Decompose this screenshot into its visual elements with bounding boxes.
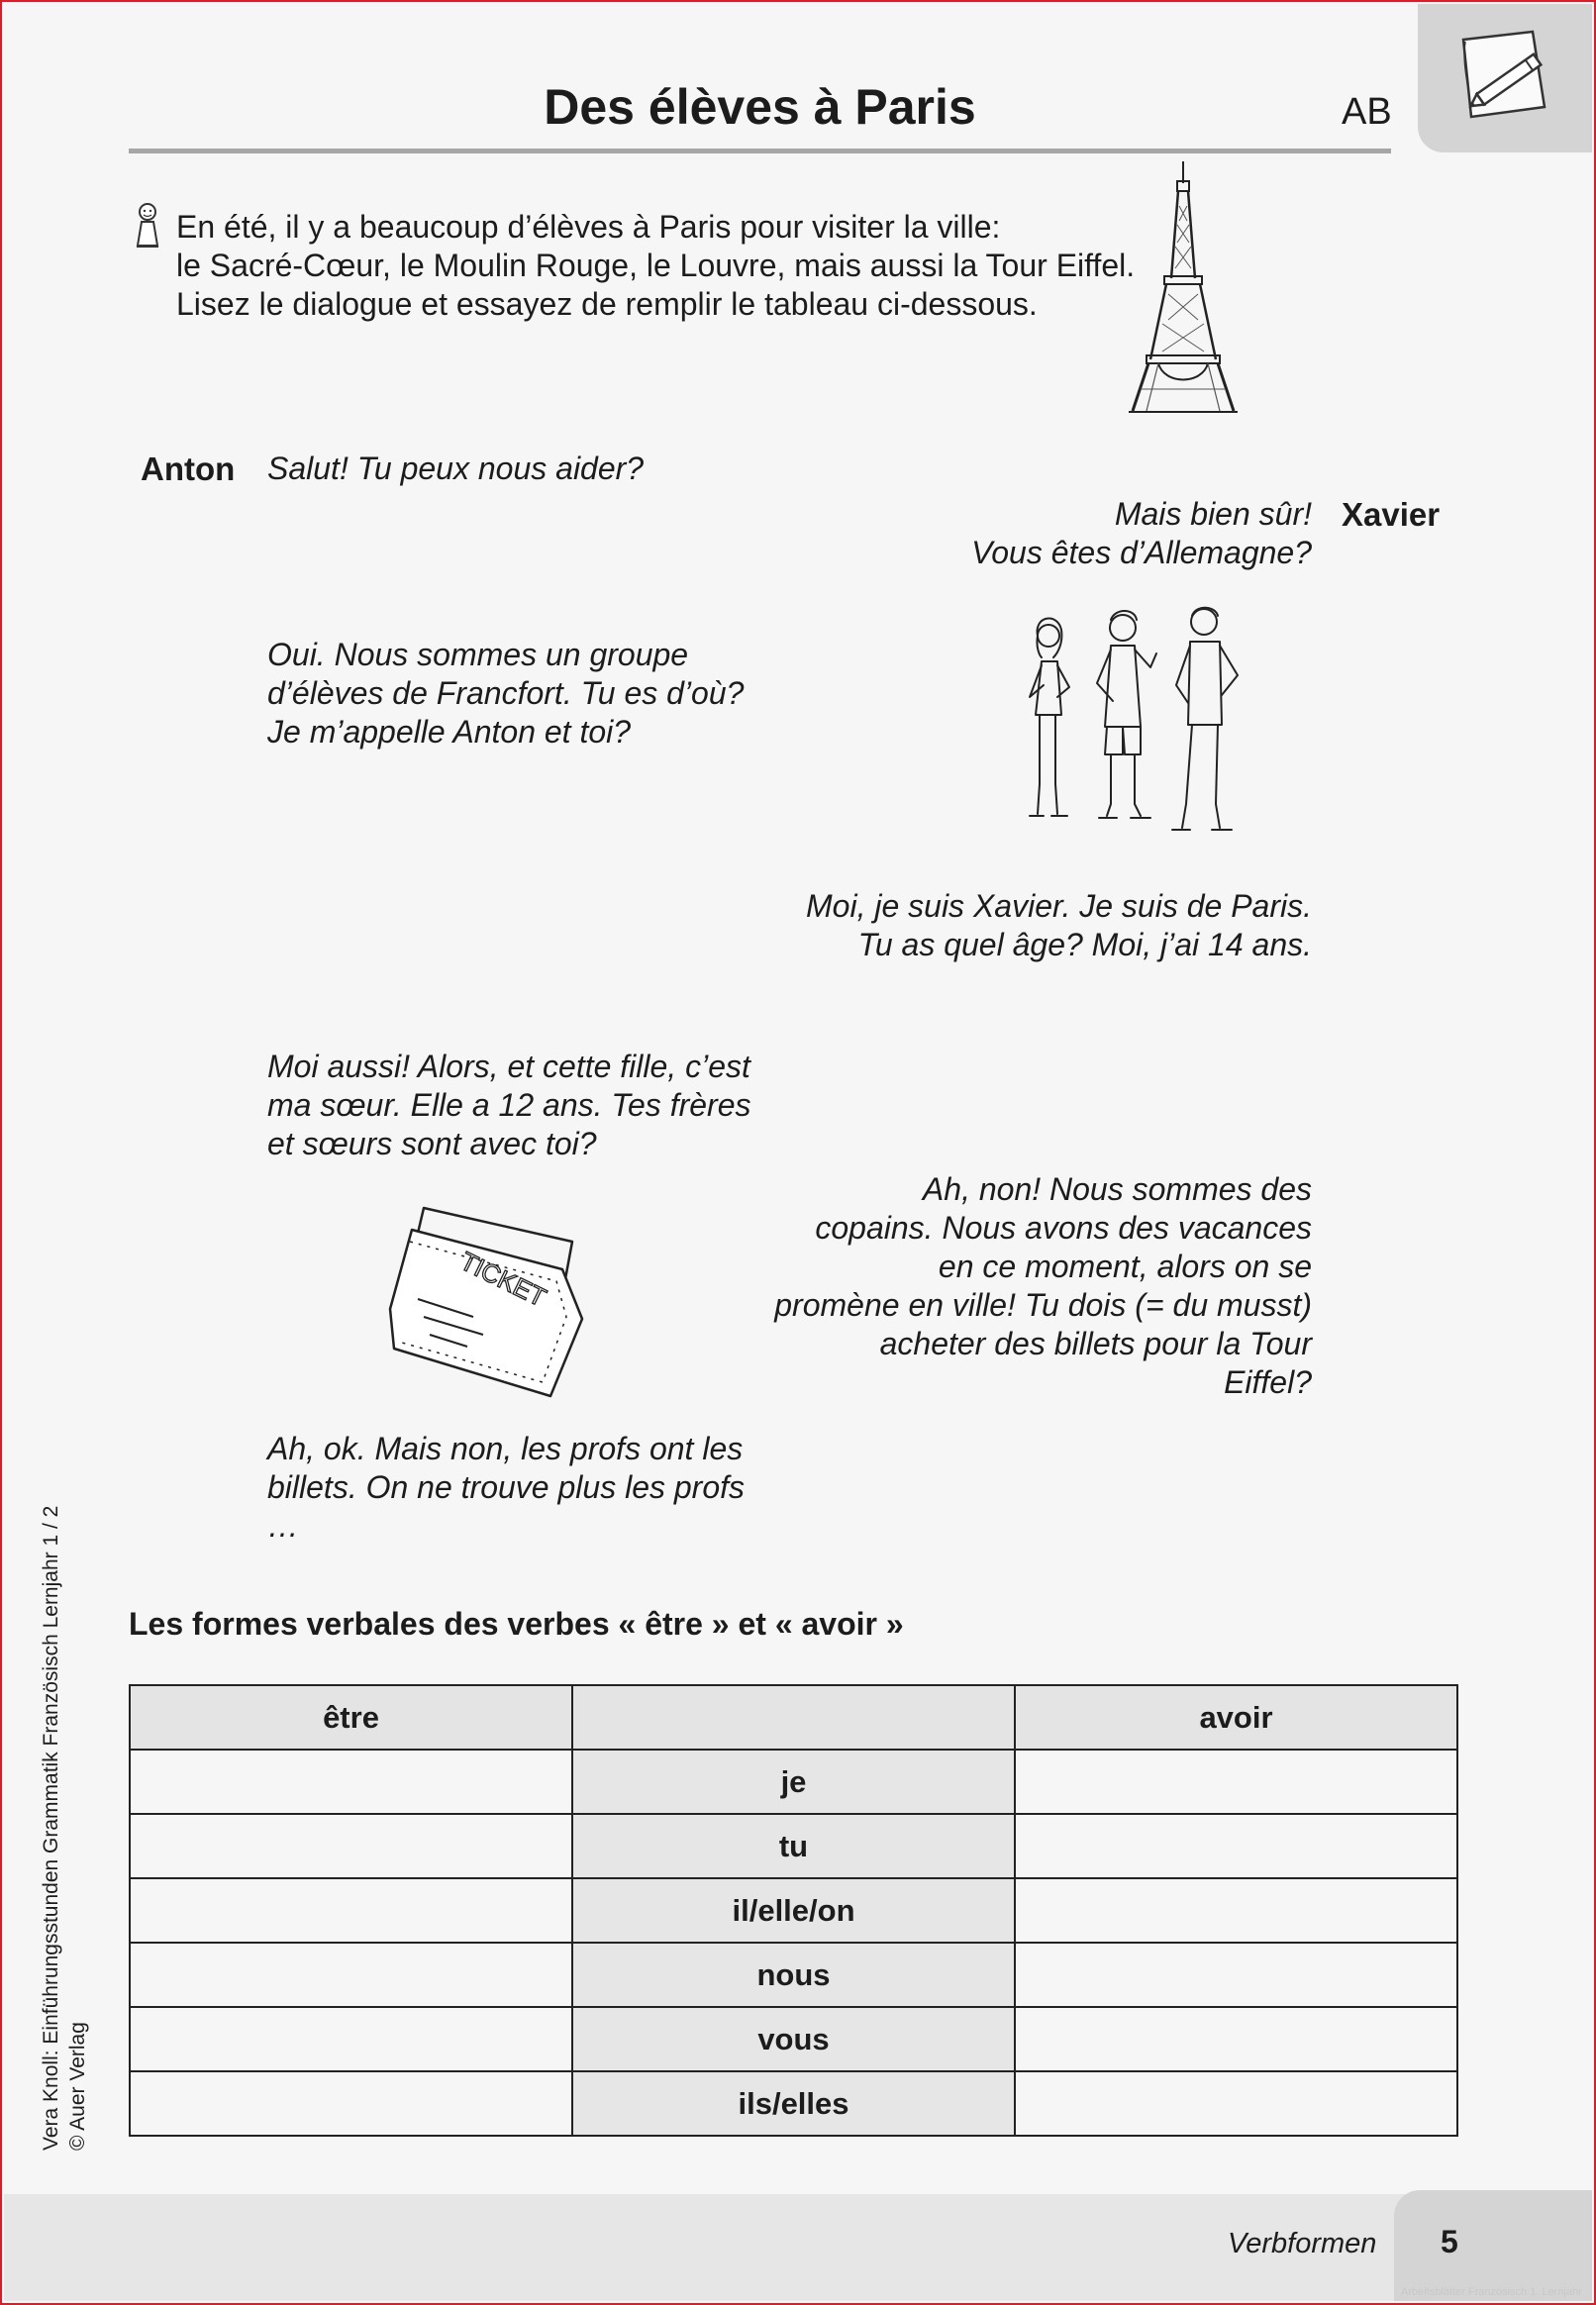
dialogue-text: Eiffel?: [1224, 1364, 1312, 1400]
column-header-pronoun: [572, 1685, 1015, 1750]
dialogue-text: ma sœur. Elle a 12 ans. Tes frères: [267, 1087, 751, 1123]
answer-cell-avoir[interactable]: [1015, 2071, 1457, 2136]
dialogue-line-anton: [267, 636, 744, 752]
answer-cell-etre[interactable]: [130, 1750, 572, 1814]
dialogue-text: Tu as quel âge? Moi, j’ai 14 ans.: [857, 927, 1312, 962]
fine-print: Arbeitsblätter Französisch 1. Lernjahr: [1401, 2286, 1582, 2298]
dialogue-text: Moi, je suis Xavier. Je suis de Paris.: [806, 888, 1312, 924]
answer-cell-avoir[interactable]: [1015, 2007, 1457, 2071]
dialogue-text: promène en ville! Tu dois (= du musst): [774, 1287, 1312, 1323]
title-rule: [129, 149, 1391, 153]
dialogue-text: Vous êtes d’Allemagne?: [971, 535, 1312, 570]
speaker-xavier: Xavier: [1342, 496, 1441, 533]
pronoun-cell: tu: [572, 1814, 1015, 1878]
answer-cell-avoir[interactable]: [1015, 1750, 1457, 1814]
pencil-on-paper-icon: [1457, 26, 1552, 125]
pronoun-cell: nous: [572, 1943, 1015, 2007]
dialogue-text: Oui. Nous sommes un groupe: [267, 637, 689, 672]
table-row: [130, 2071, 1457, 2136]
speaker-anton: Anton: [141, 451, 236, 487]
dialogue-line-xavier: [713, 887, 1312, 964]
dialogue-line-anton: [267, 450, 644, 488]
answer-cell-etre[interactable]: [130, 1814, 572, 1878]
answer-cell-etre[interactable]: [130, 2071, 572, 2136]
dialogue-line-xavier: [713, 1170, 1312, 1402]
page-number: 5: [1441, 2224, 1458, 2259]
instruction-line: Lisez le dialogue et essayez de remplir le tableau ci-dessous.: [176, 286, 1038, 322]
table-row: [130, 1750, 1457, 1814]
dialogue-text: …: [267, 1508, 299, 1544]
dialogue-text: et sœurs sont avec toi?: [267, 1126, 597, 1161]
table-row: [130, 1814, 1457, 1878]
dialogue-line-anton: [267, 1430, 745, 1546]
tickets-illustration: [384, 1200, 592, 1403]
answer-cell-avoir[interactable]: [1015, 1878, 1457, 1943]
pronoun-cell: vous: [572, 2007, 1015, 2071]
dialogue-text: Ah, non! Nous sommes des: [922, 1171, 1312, 1207]
credit-line: Vera Knoll: Einführungsstunden Grammatik Französisch Lernjahr 1 / 2: [40, 1505, 62, 2151]
credit-line: © Auer Verlag: [66, 2022, 89, 2151]
answer-cell-avoir[interactable]: [1015, 1943, 1457, 2007]
answer-cell-avoir[interactable]: [1015, 1814, 1457, 1878]
dialogue-text: Mais bien sûr!: [1114, 496, 1312, 532]
corner-tab: [1418, 4, 1592, 152]
dialogue-text: d’élèves de Francfort. Tu es d’où?: [267, 675, 745, 711]
pronoun-cell: il/elle/on: [572, 1878, 1015, 1943]
page-title: Des élèves à Paris: [544, 79, 976, 135]
column-header-avoir: avoir: [1015, 1685, 1457, 1750]
column-header-etre: être: [130, 1685, 572, 1750]
pronoun-cell: je: [572, 1750, 1015, 1814]
eiffel-tower-illustration: [1129, 161, 1238, 414]
pawn-figure-icon: [133, 202, 162, 250]
instructions: [176, 208, 1206, 324]
dialogue-text: Je m’appelle Anton et toi?: [267, 714, 632, 750]
table-row: [130, 1943, 1457, 2007]
answer-cell-etre[interactable]: [130, 1878, 572, 1943]
answer-cell-etre[interactable]: [130, 2007, 572, 2071]
exercise-heading: Les formes verbales des verbes « être » et « avoir »: [129, 1606, 904, 1642]
instruction-line: le Sacré-Cœur, le Moulin Rouge, le Louvre, mais aussi la Tour Eiffel.: [176, 248, 1136, 283]
dialogue-text: copains. Nous avons des vacances: [815, 1210, 1312, 1246]
worksheet-tag: AB: [1342, 91, 1392, 133]
pronoun-cell: ils/elles: [572, 2071, 1015, 2136]
dialogue-text: Moi aussi! Alors, et cette fille, c’est: [267, 1049, 750, 1084]
table-header-row: [130, 1685, 1457, 1750]
publisher-credit: [38, 1506, 91, 2151]
verb-table: [129, 1684, 1458, 2137]
dialogue-text: Salut! Tu peux nous aider?: [267, 451, 645, 486]
ticket-text: TICKET: [455, 1246, 551, 1313]
dialogue-text: en ce moment, alors on se: [938, 1249, 1312, 1284]
dialogue-line-xavier: [713, 495, 1312, 572]
answer-cell-etre[interactable]: [130, 1943, 572, 2007]
dialogue-line-anton: [267, 1048, 750, 1163]
table-row: [130, 2007, 1457, 2071]
dialogue-text: Ah, ok. Mais non, les profs ont les: [267, 1431, 744, 1466]
instruction-line: En été, il y a beaucoup d’élèves à Paris pour visiter la ville:: [176, 209, 1001, 245]
table-row: [130, 1878, 1457, 1943]
dialogue-text: acheter des billets pour la Tour: [879, 1326, 1312, 1361]
section-name: Verbformen: [1228, 2228, 1377, 2259]
three-students-illustration: [1018, 606, 1255, 849]
dialogue-text: billets. On ne trouve plus les profs: [267, 1469, 746, 1505]
